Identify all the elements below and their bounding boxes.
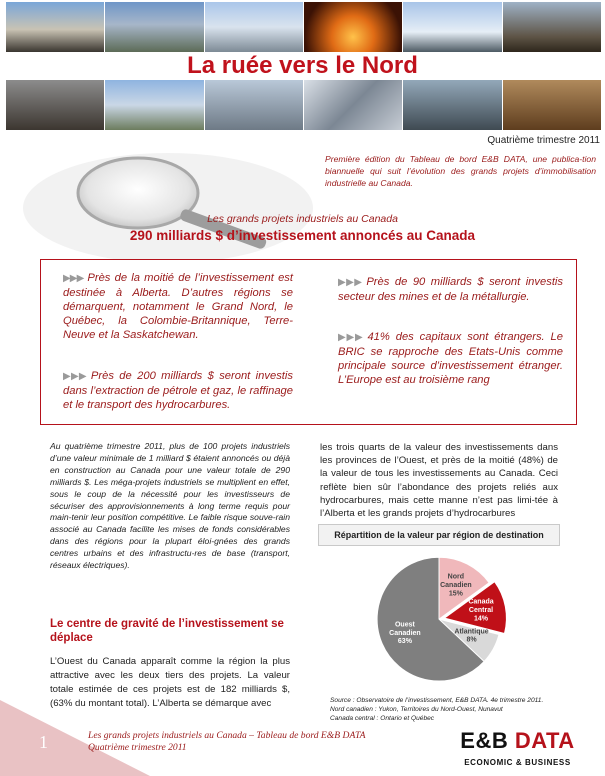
eb-data-logo [440, 728, 595, 754]
photo-rail-cars [6, 80, 105, 130]
chart-source-line: Canada central : Ontario et Québec [330, 715, 435, 722]
pie-label: Ouest Canadien 63% [389, 621, 421, 646]
page-title: La ruée vers le Nord [187, 52, 418, 79]
footer-line: Les grands projets industriels au Canada – Tableau de bord E&B DATA [88, 730, 366, 741]
header-photo-strip-top [6, 2, 602, 52]
photo-plant [403, 80, 502, 130]
highlight-item [63, 369, 293, 412]
intro-text: Première édition du Tableau de bord E&B DATA, une publica-tion biannuelle qui suit l’évolution des grands projets d’immobilisation industrielle au Canada. [325, 154, 596, 188]
header-photo-strip-bottom [6, 80, 602, 130]
logo-right-text: DATA [514, 728, 575, 753]
photo-conveyor-belt [205, 2, 304, 52]
chart-source-line: Nord canadien : Yukon, Territoires du Nord-Ouest, Nunavut [330, 706, 503, 713]
magnifier-illustration [18, 148, 318, 268]
chart-title: Répartition de la valeur par région de destination [318, 524, 560, 546]
highlight-item [338, 275, 563, 304]
logo-subtitle: ECONOMIC & BUSINESS [464, 758, 571, 767]
photo-mine-conveyor [6, 2, 105, 52]
photo-refinery [403, 2, 502, 52]
highlight-text: Près de 90 milliards $ seront investis secteur des mines et de la métallurgie. [338, 276, 564, 303]
section-headline: 290 milliards $ d’investissement annoncés au Canada [129, 228, 476, 243]
highlight-text: Près de la moitié de l’investissement est destinée à Alberta. D’autres régions se démarquent, notamment le Grand Nord, le Québec, la Colombie-Britannique, Terre-Neuve et la Saskatchewan. [63, 272, 293, 341]
chart-source-line: Source : Observatoire de l’investissement, E&B DATA. 4e trimestre 2011. [330, 697, 544, 704]
footer-text [88, 730, 428, 754]
pie-label: Atlantique 8% [454, 628, 489, 644]
sub-heading: Le centre de gravité de l’investissement se déplace [50, 618, 284, 644]
photo-pipeline [105, 2, 204, 52]
section-subtitle: Les grands projets industriels au Canada [207, 213, 398, 225]
quarter-label: Quatrième trimestre 2011 [487, 135, 600, 146]
photo-pipeline-field [105, 80, 204, 130]
pie-chart [318, 546, 560, 696]
body-paragraph-left: Au quatrième trimestre 2011, plus de 100 projets industriels d’une valeur minimale de 1 milliard $ étaient annoncés ou déjà en construction au Canada pour une valeur totale de 290 milliards $. Les méga-projets industriels se multiplient en effet, sous le coup de la nécessité pour les investisseurs de sécuriser des approvisionnements à long terme requis pour main-tenir leur position compétitive. Le faible risque souve-rain associé au Canada facilite les mises de fonds considérables dans des régions pour la plupart éloi-gnées des grands centres urbains et des infrastructu-res de base (transport, réseaux électriques). [50, 441, 290, 571]
pie-label: Nord Canadien 15% [440, 573, 472, 598]
triple-arrow-icon: ▶▶▶ [338, 277, 363, 288]
photo-molten-metal [304, 2, 403, 52]
triple-arrow-icon: ▶▶▶ [63, 273, 84, 284]
highlight-text: Près de 200 milliards $ seront investis dans l’extraction de pétrole et gaz, le raffinage et le transport des hydrocarbures. [63, 370, 293, 411]
photo-open-pit [503, 2, 602, 52]
highlight-item [338, 330, 563, 387]
body-paragraph-left-2: L’Ouest du Canada apparaît comme la région la plus attractive avec les deux tiers des projets. La valeur totale estimée de ces projets est de 182 milliards $, (63% du montant total). L’Alberta se démarque avec [50, 656, 290, 709]
chart-source [330, 696, 580, 723]
triple-arrow-icon: ▶▶▶ [338, 332, 364, 343]
photo-steel-rolls [304, 80, 403, 130]
highlights-box [40, 259, 577, 425]
pie-label: Canada Central 14% [468, 598, 494, 623]
body-paragraph-right: les trois quarts de la valeur des investissements dans les provinces de l’Ouest, et près de la moitié (48%) de la valeur de tous les investissements au Canada. Ceci reflète bien sûr l’abondance des projets reliés aux hydrocarbures, mais cette manne n’est pas limi-tée à l’Alberta et les grands projets d’hydrocarbures [320, 442, 558, 520]
page-number: 1 [39, 732, 48, 752]
footer-line: Quatrième trimestre 2011 [88, 742, 187, 753]
logo-left-text: E&B [460, 728, 509, 753]
photo-ore [503, 80, 602, 130]
triple-arrow-icon: ▶▶▶ [63, 371, 87, 382]
highlight-text: 41% des capitaux sont étrangers. Le BRIC se rapproche des Etats-Unis comme principale source d’investissement étranger. L’Europe est au troisième rang [338, 331, 563, 386]
highlight-item [63, 271, 293, 342]
photo-industrial-site [205, 80, 304, 130]
